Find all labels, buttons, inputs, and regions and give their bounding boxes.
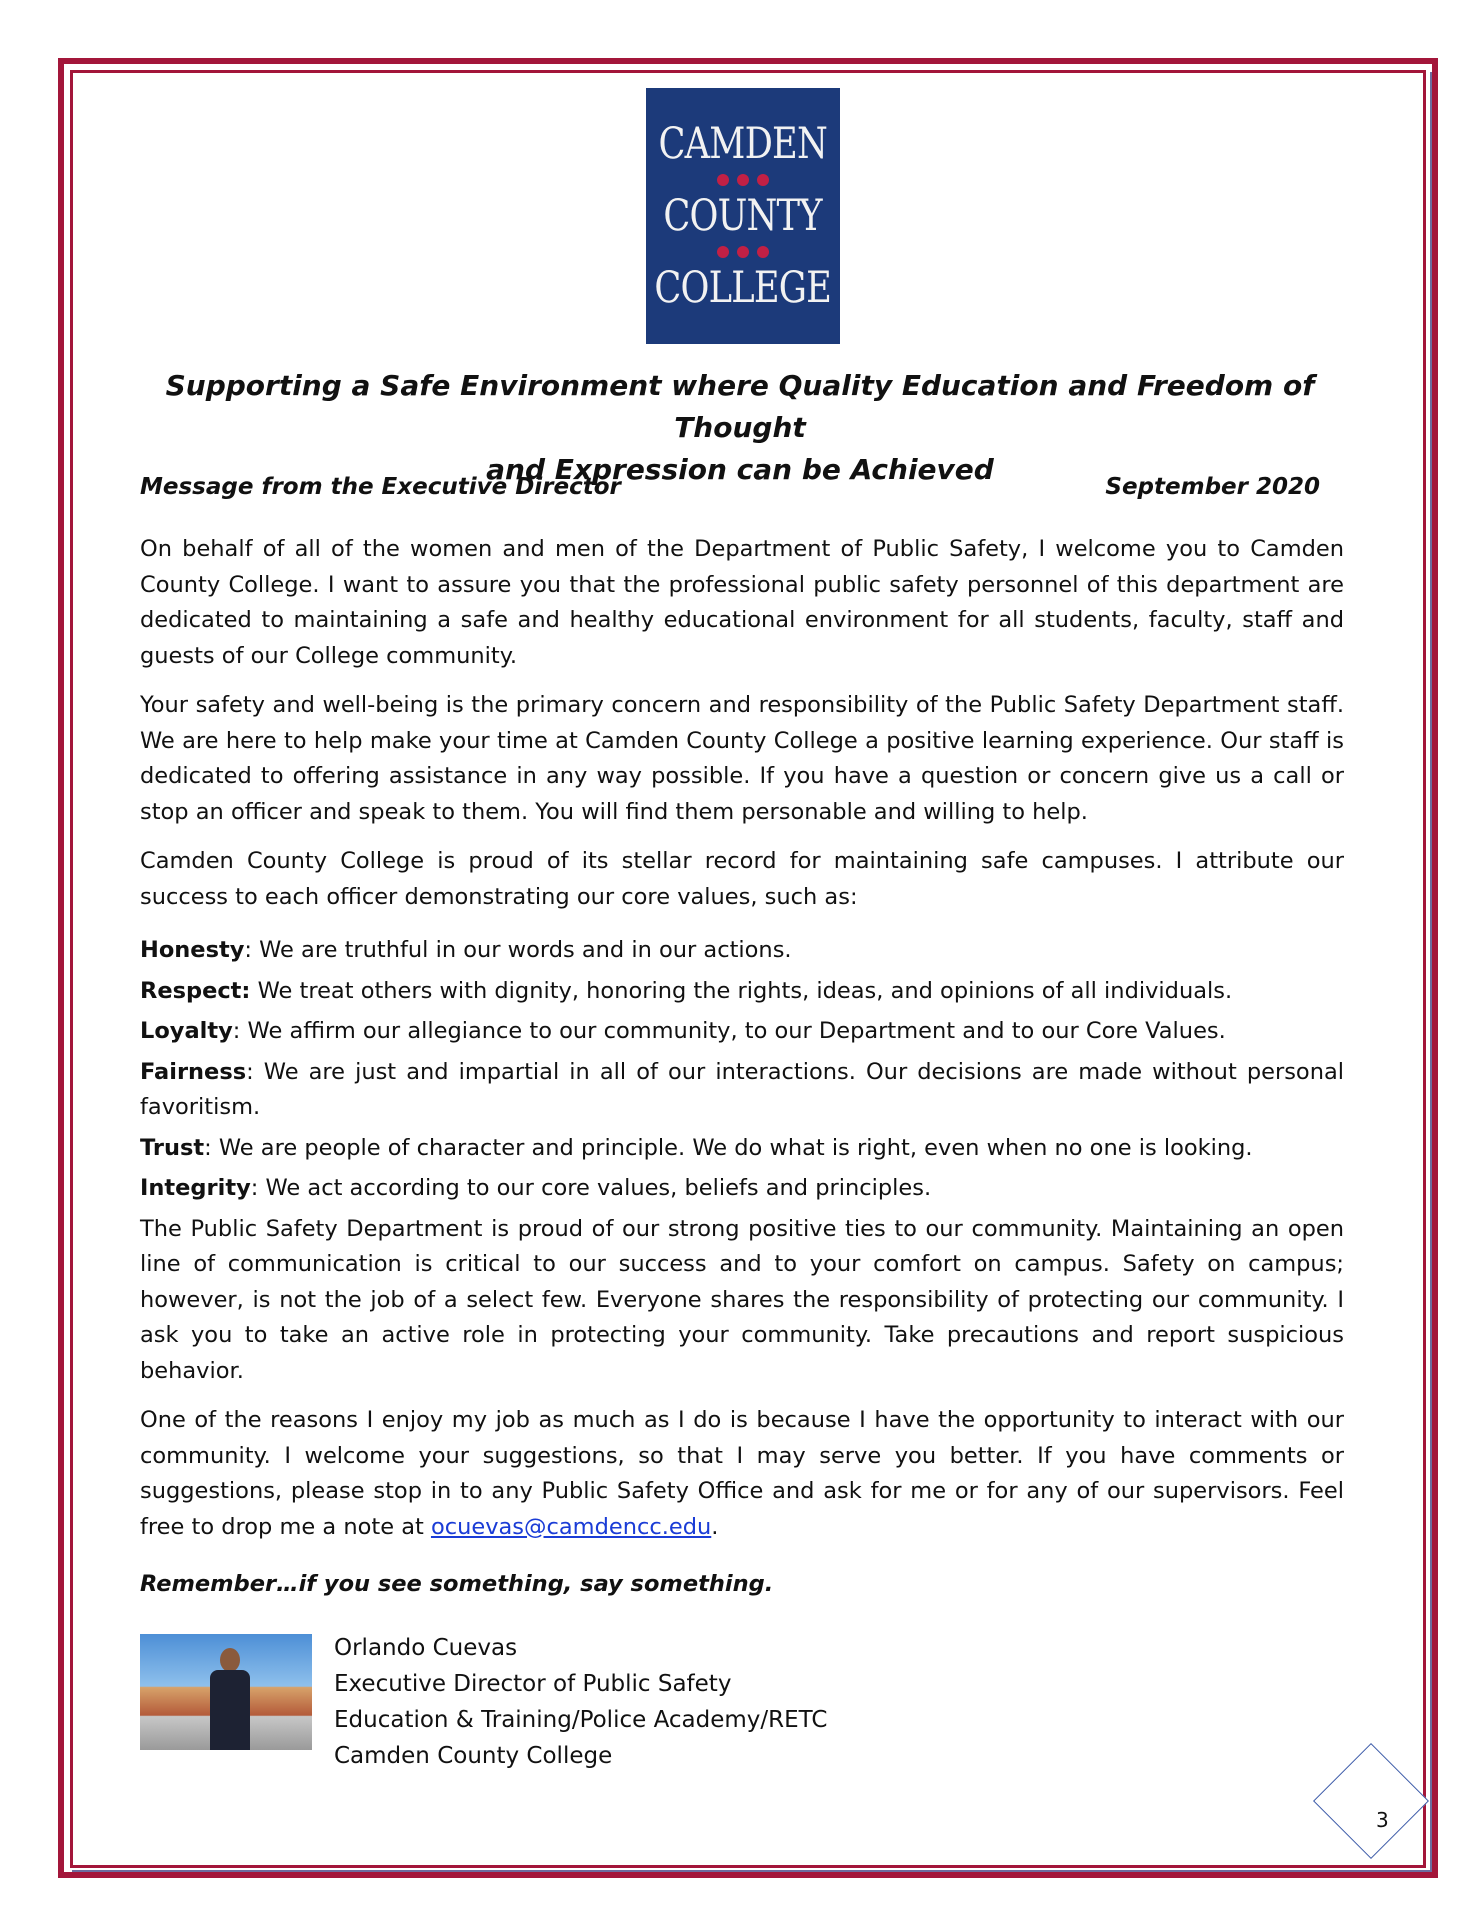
logo-divider-dots (717, 169, 769, 191)
paragraph-welcome: On behalf of all of the women and men of the Department of Public Safety, I welcome you to Camden County College. I want to assure you that the professional public safety personnel of this department are dedicated to maintaining a safe and healthy educational environment for all students, faculty, staff and guests of our College community. (140, 536, 1344, 669)
letter-body (140, 532, 1344, 1617)
signature-title: Executive Director of Public Safety (334, 1671, 732, 1697)
page-number: 3 (1376, 1808, 1389, 1832)
value-text: : We act according to our core values, beliefs and principles. (250, 1175, 932, 1201)
logo-line-camden: CAMDEN (658, 119, 828, 169)
remember-slogan: Remember…if you see something, say something. (140, 1571, 774, 1597)
value-text: : We affirm our allegiance to our community, to our Department and to our Core Values. (232, 1018, 1226, 1044)
signature-block (140, 1630, 940, 1769)
value-term: Integrity (140, 1175, 251, 1201)
heading-line-2: and Expression can be Achieved (486, 453, 994, 486)
signature-department: Education & Training/Police Academy/RETC (334, 1707, 828, 1733)
signature-name: Orlando Cuevas (334, 1635, 518, 1661)
value-text: We treat others with dignity, honoring the rights, ideas, and opinions of all individuals. (250, 977, 1233, 1004)
director-photo (140, 1634, 312, 1750)
value-term: Trust (140, 1134, 205, 1161)
heading-line-1: Supporting a Safe Environment where Quality Education and Freedom of Thought (165, 369, 1315, 444)
value-term: Loyalty (140, 1018, 233, 1044)
value-respect (140, 974, 1344, 1010)
value-honesty (140, 933, 1344, 969)
signature-organization: Camden County College (334, 1743, 613, 1769)
paragraph-contact (140, 1403, 1344, 1545)
logo-line-county: COUNTY (663, 191, 823, 241)
value-text: : We are truthful in our words and in our actions. (244, 937, 792, 963)
email-link[interactable]: ocuevas@camdencc.edu (430, 1513, 712, 1540)
value-term: Honesty (140, 937, 245, 963)
message-title: Message from the Executive Director (140, 474, 621, 500)
value-text: : We are people of character and principle. We do what is right, even when no one is looking. (204, 1134, 1253, 1161)
core-values-list (140, 933, 1344, 1207)
logo-divider-dots (717, 241, 769, 263)
message-date: September 2020 (1105, 474, 1320, 500)
value-text: : We are just and impartial in all of our interactions. Our decisions are made without personal favoritism. (140, 1058, 1344, 1120)
value-fairness (140, 1055, 1344, 1126)
person-figure-icon (210, 1648, 250, 1750)
college-logo (646, 88, 840, 344)
value-integrity (140, 1171, 1344, 1207)
contact-text: One of the reasons I enjoy my job as much as I do is because I have the opportunity to interact with our community. I welcome your suggestions, so that I may serve you better. If you have comments or suggestions, please stop in to any Public Safety Office and ask for me or for any of our supervisors. Feel free to drop me a note at (140, 1407, 1344, 1540)
value-term: Respect: (140, 977, 251, 1004)
value-loyalty (140, 1014, 1344, 1050)
paragraph-community: The Public Safety Department is proud of our strong positive ties to our community. Maintaining an open line of communication is critical to our success and to your comfort on campus. Safety on campus; however, is not the job of a select few. Everyone shares the responsibility of protecting our community. I ask you to take an active role in protecting your community. Take precautions and report suspicious behavior. (140, 1215, 1344, 1384)
logo-line-college: COLLEGE (654, 263, 832, 313)
paragraph-safety: Your safety and well-being is the primary concern and responsibility of the Public Safety Department staff. We are here to help make your time at Camden County College a positive learning experience. Our staff is dedicated to offering assistance in any way possible. If you have a question or concern give us a call or stop an officer and speak to them. You will find them personable and willing to help. (140, 692, 1344, 825)
signature-lines (334, 1630, 827, 1774)
paragraph-record: Camden County College is proud of its stellar record for maintaining safe campuses. I attribute our success to each officer demonstrating our core values, such as: (140, 848, 1344, 910)
value-term: Fairness (140, 1058, 247, 1085)
contact-period: . (711, 1513, 719, 1540)
value-trust (140, 1131, 1344, 1167)
